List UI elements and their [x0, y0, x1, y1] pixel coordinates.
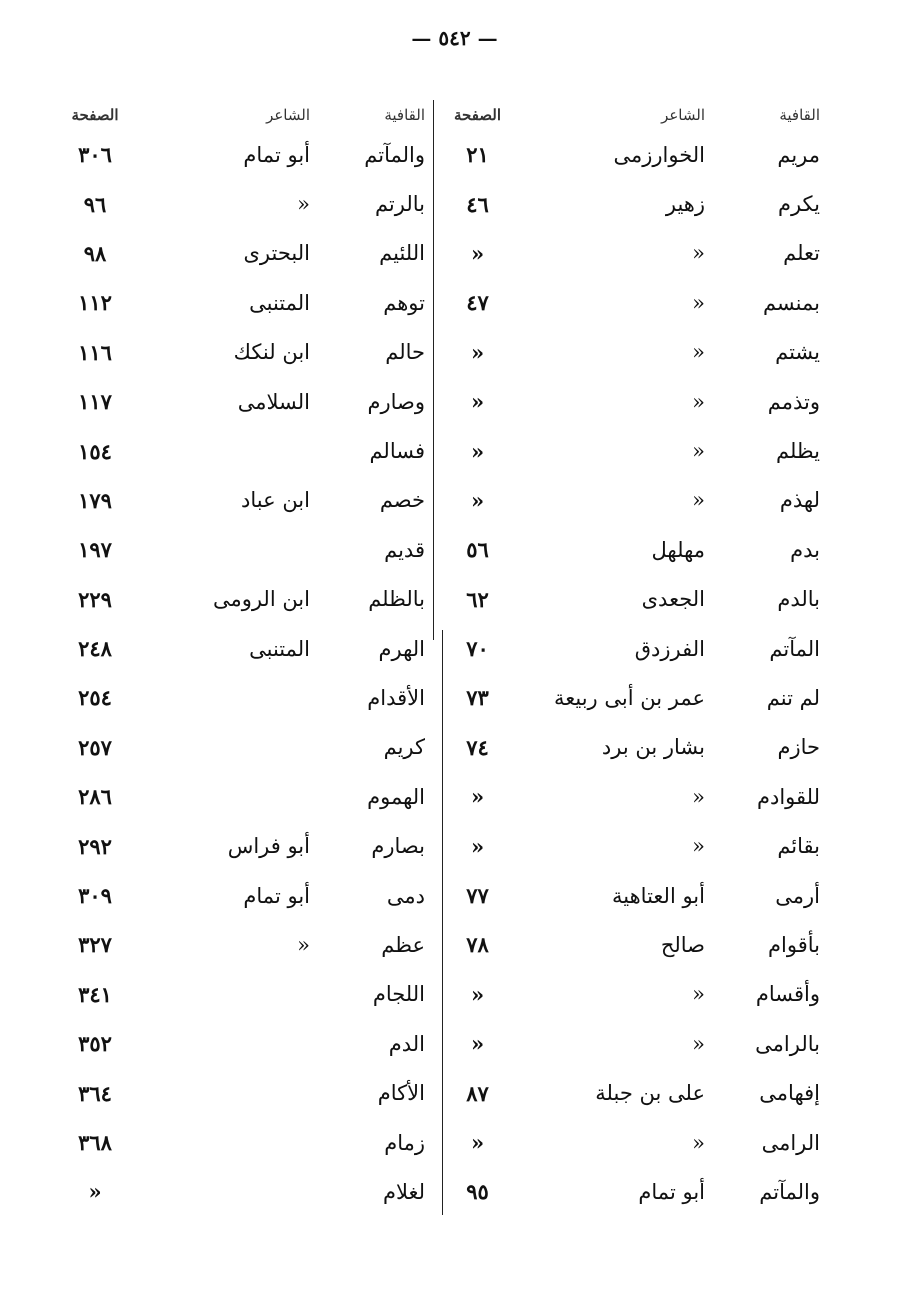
table-row — [60, 920, 435, 969]
page-cell: ٢٥٤ — [78, 685, 112, 711]
poet-cell: الخوارزمى — [613, 142, 705, 167]
poet-cell: « — [297, 932, 310, 957]
poet-cell: زهير — [665, 192, 705, 217]
header-page: الصفحة — [453, 106, 502, 124]
poet-cell: البحترى — [243, 241, 310, 266]
page-cell: « — [470, 784, 485, 810]
poet-cell: « — [692, 1130, 705, 1155]
table-row — [440, 723, 820, 772]
poet-cell: أبو تمام — [243, 142, 310, 167]
table-row — [60, 673, 435, 722]
header-page: الصفحة — [71, 106, 119, 124]
table-row — [60, 1068, 435, 1117]
header-rhyme: القافية — [384, 106, 425, 124]
page-cell: ٣٦٤ — [78, 1080, 112, 1106]
rhyme-cell: بقائم — [777, 834, 820, 859]
poet-cell: الجعدى — [641, 587, 705, 612]
table-row — [60, 476, 435, 525]
page-cell: « — [88, 1179, 102, 1205]
rhyme-cell: بدم — [790, 537, 820, 562]
page-cell: ٤٧ — [466, 290, 489, 316]
page-cell: ٩٦ — [83, 191, 107, 217]
page-cell: « — [470, 833, 485, 859]
page-cell: « — [470, 1130, 485, 1155]
page-cell: « — [470, 240, 485, 266]
table-row — [60, 525, 435, 574]
table-row — [440, 476, 820, 525]
poet-cell: « — [692, 241, 705, 266]
poet-cell: أبو تمام — [638, 1179, 705, 1204]
rhyme-cell: الهرم — [378, 636, 425, 661]
rhyme-cell: اللجام — [372, 982, 425, 1007]
table-row — [60, 179, 435, 228]
rhyme-cell: تعلم — [783, 241, 820, 266]
rhyme-cell: لهذم — [779, 488, 820, 513]
poet-cell: « — [692, 834, 705, 859]
page-cell: ٢٨٦ — [78, 784, 112, 810]
table-row — [440, 821, 820, 870]
poet-cell: المتنبى — [249, 636, 310, 661]
rhyme-cell: بالرامى — [755, 1031, 820, 1056]
header-rhyme: القافية — [779, 106, 820, 124]
rhyme-cell: بالظلم — [368, 587, 425, 612]
page-cell: « — [470, 487, 485, 513]
page-cell: « — [470, 981, 485, 1007]
rhyme-cell: لم تنم — [766, 685, 820, 710]
table-row — [60, 1019, 435, 1068]
table-row — [440, 229, 820, 278]
page-cell: ٥٦ — [466, 537, 489, 563]
table-row — [440, 377, 820, 426]
page-cell: ٨٧ — [466, 1080, 489, 1106]
rhyme-cell: مريم — [777, 142, 820, 167]
left-index-table — [60, 100, 435, 1217]
table-row — [60, 723, 435, 772]
table-row — [60, 1167, 435, 1216]
page-cell: ٧٨ — [466, 932, 489, 958]
page-cell: ٩٨ — [83, 240, 107, 266]
table-row — [60, 821, 435, 870]
header-poet: الشاعر — [661, 106, 705, 124]
rhyme-cell: وصارم — [367, 389, 425, 414]
poet-cell: عمر بن أبى ربيعة — [553, 685, 705, 710]
page-cell: ٣٠٦ — [78, 142, 112, 168]
table-row — [440, 179, 820, 228]
table-row — [60, 278, 435, 327]
rhyme-cell: فسالم — [369, 439, 425, 464]
poet-cell: « — [692, 340, 705, 365]
table-row — [440, 970, 820, 1019]
rhyme-cell: الهموم — [367, 784, 425, 809]
table-row — [60, 328, 435, 377]
rhyme-cell: والمآتم — [759, 1179, 820, 1204]
table-row — [440, 525, 820, 574]
rhyme-cell: وأقسام — [755, 982, 820, 1007]
page-cell: « — [470, 438, 485, 464]
rhyme-cell: قديم — [384, 537, 425, 562]
poet-cell: بشار بن برد — [601, 735, 705, 760]
poet-cell: مهلهل — [651, 537, 705, 562]
page-cell: ٤٦ — [466, 191, 489, 217]
rhyme-cell: عظم — [381, 932, 425, 957]
rhyme-cell: بأقوام — [768, 932, 820, 957]
poet-cell: الفرزدق — [634, 636, 705, 661]
table-row — [60, 624, 435, 673]
left-table-header — [60, 100, 435, 130]
page-cell: ٢٩٢ — [78, 833, 112, 859]
table-row — [60, 1118, 435, 1167]
rhyme-cell: خصم — [379, 488, 425, 513]
rhyme-cell: لغلام — [382, 1179, 425, 1204]
rhyme-cell: الدم — [388, 1031, 425, 1056]
rhyme-cell: يكرم — [777, 192, 820, 217]
poet-cell: « — [297, 192, 310, 217]
poet-cell: المتنبى — [249, 290, 310, 315]
poet-cell: ابن عباد — [241, 488, 310, 513]
table-row — [440, 130, 820, 179]
table-row — [440, 624, 820, 673]
table-row — [60, 377, 435, 426]
poet-cell: « — [692, 389, 705, 414]
rhyme-cell: للقوادم — [756, 784, 820, 809]
table-row — [60, 970, 435, 1019]
poet-cell: أبو العتاهية — [612, 883, 705, 908]
rhyme-cell: يظلم — [776, 439, 820, 464]
poet-cell: « — [692, 488, 705, 513]
page-cell: ١٧٩ — [78, 487, 112, 513]
poet-cell: أبو تمام — [243, 883, 310, 908]
poet-cell: ابن لنكك — [233, 340, 310, 365]
table-row — [60, 229, 435, 278]
poet-cell: « — [692, 290, 705, 315]
rhyme-cell: المآتم — [769, 636, 820, 661]
page-cell: ٢٢٩ — [78, 586, 112, 612]
rhyme-cell: زمام — [384, 1130, 425, 1155]
rhyme-cell: دمى — [386, 883, 425, 908]
page-cell: ٧٤ — [466, 734, 489, 760]
rhyme-cell: بالرتم — [374, 192, 425, 217]
page-cell: ٣٠٩ — [78, 883, 112, 909]
table-row — [60, 772, 435, 821]
table-row — [60, 871, 435, 920]
table-row — [60, 130, 435, 179]
poet-cell: على بن جبلة — [595, 1081, 705, 1106]
page-cell: ٧٣ — [466, 685, 489, 711]
table-row — [60, 575, 435, 624]
page-cell: ١١٦ — [78, 339, 112, 365]
page-cell: ٦٢ — [466, 586, 489, 612]
poet-cell: صالح — [660, 932, 705, 957]
table-row — [60, 426, 435, 475]
page-cell: ٧٧ — [466, 883, 489, 909]
table-row — [440, 278, 820, 327]
page-cell: ٣٦٨ — [78, 1130, 112, 1155]
page-cell: ٩٥ — [466, 1179, 489, 1205]
poet-cell: ابن الرومى — [212, 587, 310, 612]
rhyme-cell: حالم — [385, 340, 425, 365]
table-row — [440, 673, 820, 722]
rhyme-cell: بمنسم — [762, 290, 820, 315]
poet-cell: « — [692, 439, 705, 464]
page-cell: ١٩٧ — [78, 537, 112, 563]
rhyme-cell: والمآتم — [364, 142, 425, 167]
table-row — [440, 1167, 820, 1216]
page-cell: ١١٢ — [78, 290, 112, 316]
rhyme-cell: الأكام — [377, 1081, 425, 1106]
header-poet: الشاعر — [266, 106, 310, 124]
page-cell: ١٥٤ — [78, 438, 112, 464]
page-cell: « — [470, 389, 485, 415]
table-row — [440, 328, 820, 377]
rhyme-cell: إفهامى — [759, 1081, 820, 1106]
rhyme-cell: حازم — [777, 735, 820, 760]
page-cell: ٢٥٧ — [78, 734, 112, 760]
rhyme-cell: وتذمم — [767, 389, 820, 414]
right-table-body — [440, 130, 820, 1217]
page-cell: ٧٠ — [466, 636, 489, 662]
poet-cell: « — [692, 982, 705, 1007]
right-index-table — [440, 100, 820, 1217]
table-row — [440, 1118, 820, 1167]
poet-cell: السلامى — [237, 389, 310, 414]
poet-cell: أبو فراس — [227, 834, 310, 859]
left-table-body — [60, 130, 435, 1217]
page-cell: « — [470, 339, 485, 365]
rhyme-cell: يشتم — [775, 340, 820, 365]
page-cell: ٢١ — [466, 142, 489, 168]
table-row — [440, 772, 820, 821]
table-row — [440, 426, 820, 475]
page-cell: ٣٥٢ — [78, 1031, 112, 1057]
right-table-header — [440, 100, 820, 130]
table-row — [440, 1068, 820, 1117]
page-cell: ٣٢٧ — [78, 932, 112, 958]
rhyme-cell: الرامى — [761, 1130, 820, 1155]
poet-cell: « — [692, 1031, 705, 1056]
table-row — [440, 871, 820, 920]
rhyme-cell: اللئيم — [379, 241, 425, 266]
rhyme-cell: الأقدام — [367, 685, 425, 710]
rhyme-cell: كريم — [383, 735, 425, 760]
rhyme-cell: بالدم — [777, 587, 820, 612]
table-row — [440, 920, 820, 969]
rhyme-cell: أرمى — [775, 883, 820, 908]
page-number: — ٥٤٢ — — [411, 26, 498, 50]
table-row — [440, 1019, 820, 1068]
page-cell: « — [470, 1031, 485, 1057]
page-cell: ٢٤٨ — [78, 636, 112, 662]
table-row — [440, 575, 820, 624]
rhyme-cell: توهم — [383, 290, 425, 315]
rhyme-cell: بصارم — [371, 834, 425, 859]
poet-cell: « — [692, 784, 705, 809]
page-cell: ١١٧ — [78, 389, 112, 415]
page-cell: ٣٤١ — [78, 981, 112, 1007]
